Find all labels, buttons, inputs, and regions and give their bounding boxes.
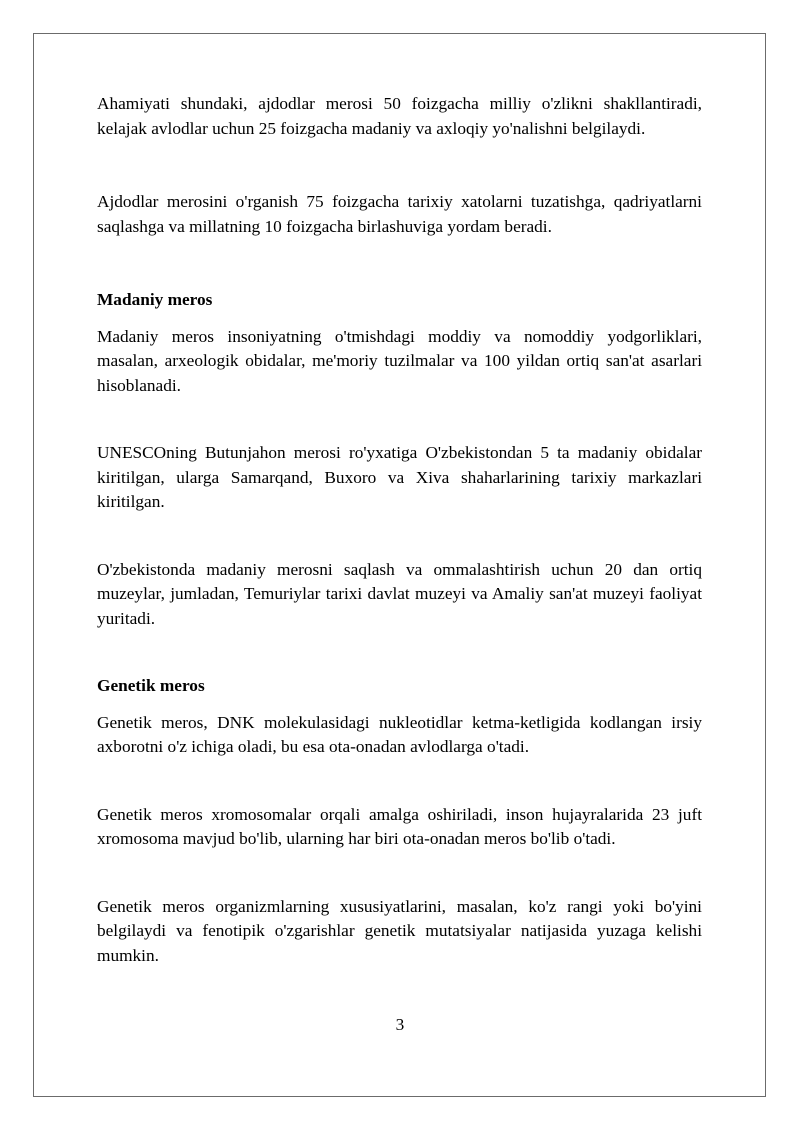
paragraph: O'zbekistonda madaniy merosni saqlash va ommalashtirish uchun 20 dan ortiq muzeylar, jumladan, Temuriylar tarixi davlat muzeyi va Amaliy san'at muzeyi faoliyat yuritadi. [97,559,702,628]
paragraph: Ajdodlar merosini o'rganish 75 foizgacha tarixiy xatolarni tuzatishga, qadriyatlarni saqlashga va millatning 10 foizgacha birlashuviga yordam beradi. [97,192,702,236]
section-heading-madaniy-meros: Madaniy meros [97,290,213,309]
paragraph: Genetik meros xromosomalar orqali amalga oshiriladi, inson hujayralarida 23 juft xromosoma mavjud bo'lib, ularning har biri ota-onadan meros bo'lib o'tadi. [97,804,702,848]
document-body [97,92,702,968]
paragraph: UNESCOning Butunjahon merosi ro'yxatiga O'zbekistondan 5 ta madaniy obidalar kiritilgan, ularga Samarqand, Buxoro va Xiva shaharlarining tarixiy markazlari kiritilgan. [97,443,702,511]
section-heading-genetik-meros: Genetik meros [97,676,205,695]
page-number: 3 [395,1015,405,1034]
paragraph: Ahamiyati shundaki, ajdodlar merosi 50 foizgacha milliy o'zlikni shakllantiradi, kelajak avlodlar uchun 25 foizgacha madaniy va axloqiy yo'nalishni belgilaydi. [97,94,702,138]
paragraph: Madaniy meros insoniyatning o'tmishdagi moddiy va nomoddiy yodgorliklari, masalan, arxeologik obidalar, me'moriy tuzilmalar va 100 yildan ortiq san'at asarlari hisoblanadi. [97,326,702,395]
paragraph: Genetik meros organizmlarning xususiyatlarini, masalan, ko'z rangi yoki bo'yini belgilaydi va fenotipik o'zgarishlar genetik mutatsiyalar natijasida yuzaga kelishi mumkin. [97,896,702,965]
paragraph: Genetik meros, DNK molekulasidagi nukleotidlar ketma-ketligida kodlangan irsiy axborotni o'z ichiga oladi, bu esa ota-onadan avlodlarga o'tadi. [97,712,702,756]
